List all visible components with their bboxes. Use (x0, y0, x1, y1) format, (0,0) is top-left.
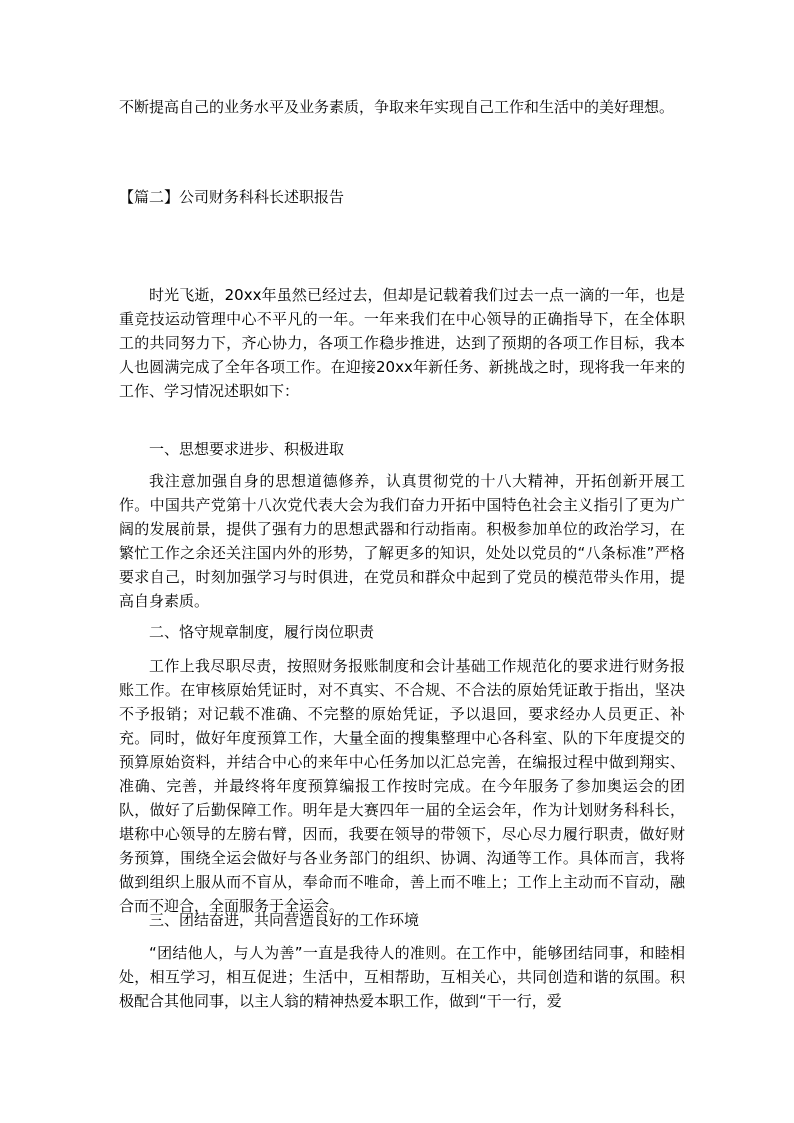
section-heading-2: 二、恪守规章制度，履行岗位职责 (149, 623, 375, 641)
opening-paragraph: 时光飞逝，20xx年虽然已经过去，但却是记载着我们过去一点一滴的一年，也是重竞技运动管理中心不平凡的一年。一年来我们在中心领导的正确指导下，在全体职工的共同努力下，齐心协力，各项工作稳步推进，达到了预期的各项工作目标，我本人也圆满完成了全年各项工作。在迎接20xx年新任务、新挑战之时，现将我一年来的工作、学习情况述职如下： (119, 286, 685, 400)
article-title: 【篇二】公司财务科科长述职报告 (119, 188, 345, 206)
section-body-3: “团结他人，与人为善”一直是我待人的准则。在工作中，能够团结同事，和睦相处，相互学习，相互促进；生活中，互相帮助，互相关心，共同创造和谐的氛围。积极配合其他同事，以主人翁的精神热爱本职工作，做到“干一行，爱 (119, 944, 685, 1010)
section-heading-3: 三、团结奋进，共同营造良好的工作环境 (149, 911, 420, 929)
section-heading-1: 一、思想要求进步、积极进取 (149, 440, 345, 458)
section-body-1: 我注意加强自身的思想道德修养，认真贯彻党的十八大精神，开拓创新开展工作。中国共产党第十八次党代表大会为我们奋力开拓中国特色社会主义指引了更为广阔的发展前景，提供了强有力的思想武器和行动指南。积极参加单位的政治学习，在繁忙工作之余还关注国内外的形势，了解更多的知识，处处以党员的“八条标准”严格要求自己，时刻加强学习与时俱进，在党员和群众中起到了党员的模范带头作用，提高自身素质。 (119, 472, 685, 610)
intro-paragraph: 不断提高自己的业务水平及业务素质，争取来年实现自己工作和生活中的美好理想。 (119, 98, 675, 116)
section-body-2: 工作上我尽职尽责，按照财务报账制度和会计基础工作规范化的要求进行财务报账工作。在审核原始凭证时，对不真实、不合规、不合法的原始凭证敢于指出，坚决不予报销；对记载不准确、不完整的原始凭证，予以退回，要求经办人员更正、补充。同时，做好年度预算工作，大量全面的搜集整理中心各科室、队的下年度提交的预算原始资料，并结合中心的来年中心任务加以汇总完善，在编报过程中做到翔实、准确、完善，并最终将年度预算编报工作按时完成。在今年服务了参加奥运会的团队，做好了后勤保障工作。明年是大赛四年一届的全运会年，作为计划财务科科长，堪称中心领导的左膀右臂，因而，我要在领导的带领下，尽心尽力履行职责，做好财务预算，围绕全运会做好与各业务部门的组织、协调、沟通等工作。具体而言，我将做到组织上服从而不盲从，奉命而不唯命，善上而不唯上；工作上主动而不盲动，融合而不迎合，全面服务于全运会。 (119, 657, 685, 915)
